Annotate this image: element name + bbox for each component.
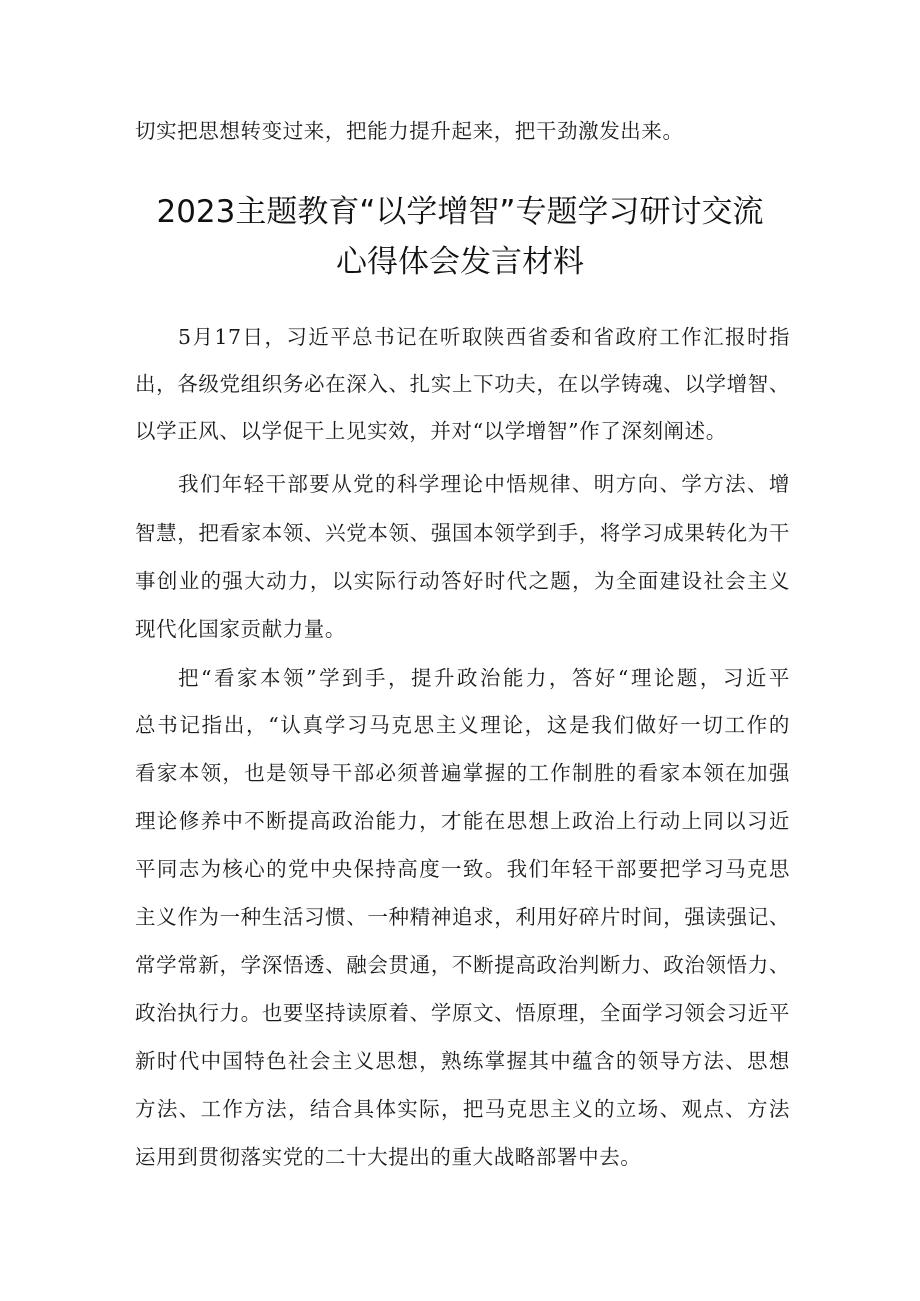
title-line-2: 心得体会发言材料 bbox=[336, 244, 584, 280]
paragraph-3-line: 总书记指出，“认真学习马克思主义理论，这是我们做好一切工作的 bbox=[135, 713, 790, 737]
carryover-line: 切实把思想转变过来，把能力提升起来，把干劲激发出来。 bbox=[135, 119, 684, 143]
paragraph-3-line: 主义作为一种生活习惯、一种精神追求，利用好碎片时间，强读强记、 bbox=[135, 905, 790, 929]
paragraph-3-line: 方法、工作方法，结合具体实际，把马克思主义的立场、观点、方法 bbox=[135, 1097, 790, 1121]
paragraph-1-line: 5月17日，习近平总书记在听取陕西省委和省政府工作汇报时指 bbox=[178, 325, 790, 349]
paragraph-3-line: 常学常新，学深悟透、融会贯通，不断提高政治判断力、政治领悟力、 bbox=[135, 953, 790, 977]
paragraph-1-line: 以学正风、以学促干上见实效，并对“以学增智”作了深刻阐述。 bbox=[135, 419, 727, 443]
paragraph-3-line: 看家本领，也是领导干部必须普遍掌握的工作制胜的看家本领在加强 bbox=[135, 761, 790, 785]
paragraph-3-line: 把“看家本领”学到手，提升政治能力，答好“理论题，习近平 bbox=[178, 666, 790, 690]
title-line-1: 2023主题教育“以学增智”专题学习研讨交流 bbox=[156, 194, 764, 230]
paragraph-3-line: 理论修养中不断提高政治能力，才能在思想上政治上行动上同以习近 bbox=[135, 809, 790, 833]
paragraph-1-line: 出，各级党组织务必在深入、扎实上下功夫，在以学铸魂、以学增智、 bbox=[135, 372, 790, 396]
paragraph-2-line: 智慧，把看家本领、兴党本领、强国本领学到手，将学习成果转化为干 bbox=[135, 521, 790, 545]
paragraph-3-line: 平同志为核心的党中央保持高度一致。我们年轻干部要把学习马克思 bbox=[135, 857, 790, 881]
paragraph-3-line: 运用到贯彻落实党的二十大提出的重大战略部署中去。 bbox=[135, 1145, 642, 1169]
paragraph-3-line: 政治执行力。也要坚持读原着、学原文、悟原理，全面学习领会习近平 bbox=[135, 1001, 790, 1025]
paragraph-2-line: 现代化国家贡献力量。 bbox=[135, 617, 346, 641]
paragraph-2-line: 事创业的强大动力，以实际行动答好时代之题，为全面建设社会主义 bbox=[135, 569, 790, 593]
paragraph-2-line: 我们年轻干部要从党的科学理论中悟规律、明方向、学方法、增 bbox=[178, 472, 790, 496]
paragraph-3-line: 新时代中国特色社会主义思想，熟练掌握其中蕴含的领导方法、思想 bbox=[135, 1049, 790, 1073]
